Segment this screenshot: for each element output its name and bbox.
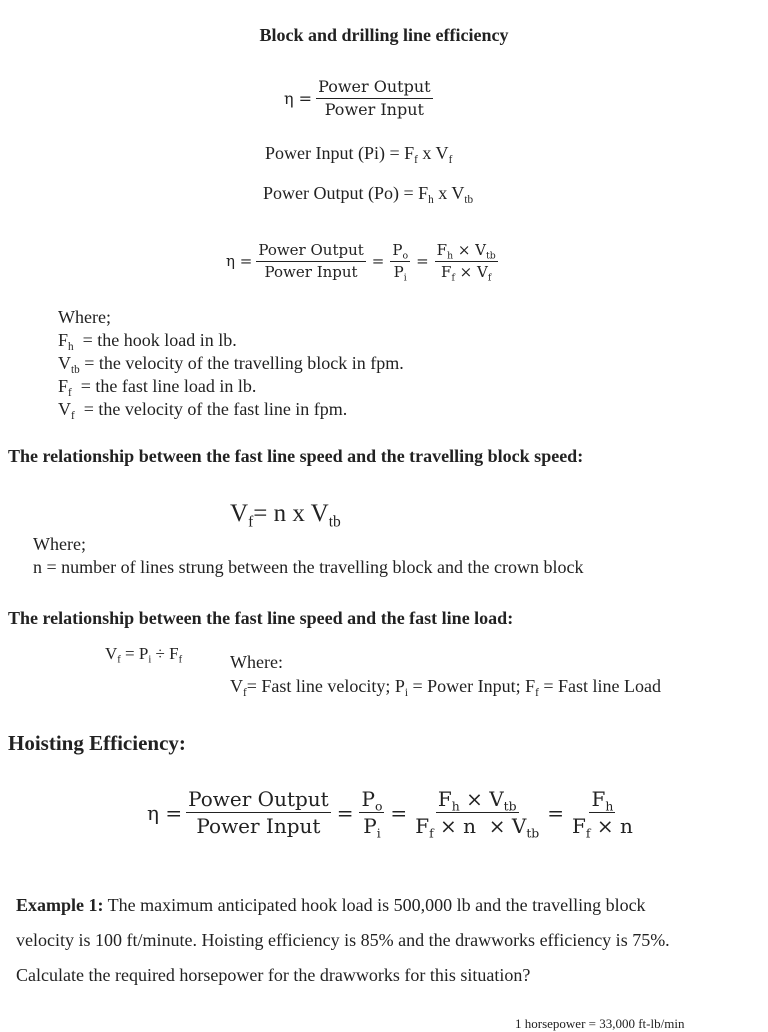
fraction-po-pi xyxy=(390,241,410,283)
section-heading-load-relationship: The relationship between the fast line speed and the fast line load: xyxy=(8,608,514,628)
where-item-fast-line-velocity: $V_f$ = the velocity of the fast line in fpm. xyxy=(58,399,348,422)
numerator-fh: $F_h$ xyxy=(591,787,614,814)
pi-text: Power Input (Pi) = F xyxy=(265,143,415,163)
efficiency-expanded-equation xyxy=(226,241,498,283)
denominator-pi: $P_i$ xyxy=(393,262,407,283)
example-line-3: Calculate the required horsepower for the drawworks for this situation? xyxy=(16,965,531,985)
where-list xyxy=(58,306,404,421)
pi-sub-2: f xyxy=(448,153,453,166)
equals-sign: = xyxy=(547,800,564,825)
efficiency-fraction xyxy=(316,78,432,118)
fraction-forces xyxy=(435,241,498,283)
equals-sign: = xyxy=(371,252,385,270)
power-output-equation xyxy=(263,183,473,204)
fraction-denominator: Power Input xyxy=(324,99,424,119)
denominator-pi-h: $P_i$ xyxy=(363,814,381,841)
section-heading-speed-relationship: The relationship between the fast line speed and the travelling block speed: xyxy=(8,446,584,466)
denominator-power-input: Power Input xyxy=(264,262,358,281)
horsepower-note: 1 horsepower = 33,000 ft-lb/min xyxy=(515,1016,685,1031)
power-input-equation xyxy=(265,143,452,164)
eta-lhs-2: η = xyxy=(226,252,253,270)
numerator-po: $P_o$ xyxy=(392,241,409,262)
example-paragraph xyxy=(16,888,670,993)
denominator-ff-vf: $F_f \times V_f$ xyxy=(441,262,492,283)
fraction-power xyxy=(256,242,365,280)
example-label: Example 1: xyxy=(16,895,104,915)
example-line-2: velocity is 100 ft/minute. Hoisting efficiency is 85% and the drawworks efficiency is 75%. xyxy=(16,930,670,950)
fraction-power-hoisting xyxy=(186,788,331,837)
denominator-power-input-h: Power Input xyxy=(196,814,321,838)
where-item-hook-load: $F_h$ = the hook load in lb. xyxy=(58,330,237,353)
fraction-numerator: Power Output xyxy=(316,78,432,99)
where-lines-strung: n = number of lines strung between the travelling block and the crown block xyxy=(33,557,584,577)
example-line-1: Example 1: The maximum anticipated hook load is 500,000 lb and the travelling block xyxy=(16,895,646,915)
pi-mid: x V xyxy=(417,143,449,163)
eta-lhs: η = xyxy=(284,88,313,108)
denominator-ff-n: $F_f \times n$ xyxy=(572,814,633,841)
numerator-po-h: $P_o$ xyxy=(361,787,383,814)
po-text: Power Output (Po) = F xyxy=(263,183,429,203)
fast-line-load-equation: $V_f = P_i \div F_f$ xyxy=(105,644,183,666)
po-sub-2: tb xyxy=(464,193,474,206)
where-heading-3: Where: xyxy=(230,652,283,672)
page-title: Block and drilling line efficiency xyxy=(259,25,509,45)
fraction-forces-h xyxy=(413,787,541,841)
equals-sign: = xyxy=(390,800,408,825)
equals-sign: = xyxy=(336,800,354,825)
where-item-travelling-block-velocity: $V_{tb}$ = the velocity of the travelling block in fpm. xyxy=(58,353,404,376)
po-sub-1: h xyxy=(428,193,434,206)
where-item-fast-line-load: $F_f$ = the fast line load in lb. xyxy=(58,376,257,399)
eta-lhs-3: η = xyxy=(147,800,183,825)
where-heading: Where; xyxy=(58,307,111,327)
where-heading-2: Where; xyxy=(33,534,86,554)
numerator-power-output: Power Output xyxy=(256,242,365,262)
numerator-fh-vtb-h: $F_h \times V_{tb}$ xyxy=(437,787,517,814)
efficiency-equation xyxy=(284,78,433,118)
fraction-po-pi-h xyxy=(359,787,384,841)
numerator-fh-vtb: $F_h \times V_{tb}$ xyxy=(436,241,496,262)
fraction-fh-ff-n xyxy=(570,787,635,841)
po-mid: x V xyxy=(433,183,465,203)
where-definitions-line: $V_f=$ Fast line velocity; $P_i$ = Power Input; $F_f$ = Fast line Load xyxy=(230,676,661,699)
denominator-ff-n-vtb: $F_f \times n \times V_{tb}$ xyxy=(415,814,540,841)
hoisting-efficiency-heading: Hoisting Efficiency: xyxy=(8,731,186,755)
numerator-power-output-h: Power Output xyxy=(188,787,329,811)
fast-line-speed-equation: $V_f= n$ x $V_{tb}$ xyxy=(230,500,341,531)
equals-sign: = xyxy=(416,252,429,270)
pi-sub-1: f xyxy=(414,153,418,166)
hoisting-efficiency-equation xyxy=(147,787,635,841)
